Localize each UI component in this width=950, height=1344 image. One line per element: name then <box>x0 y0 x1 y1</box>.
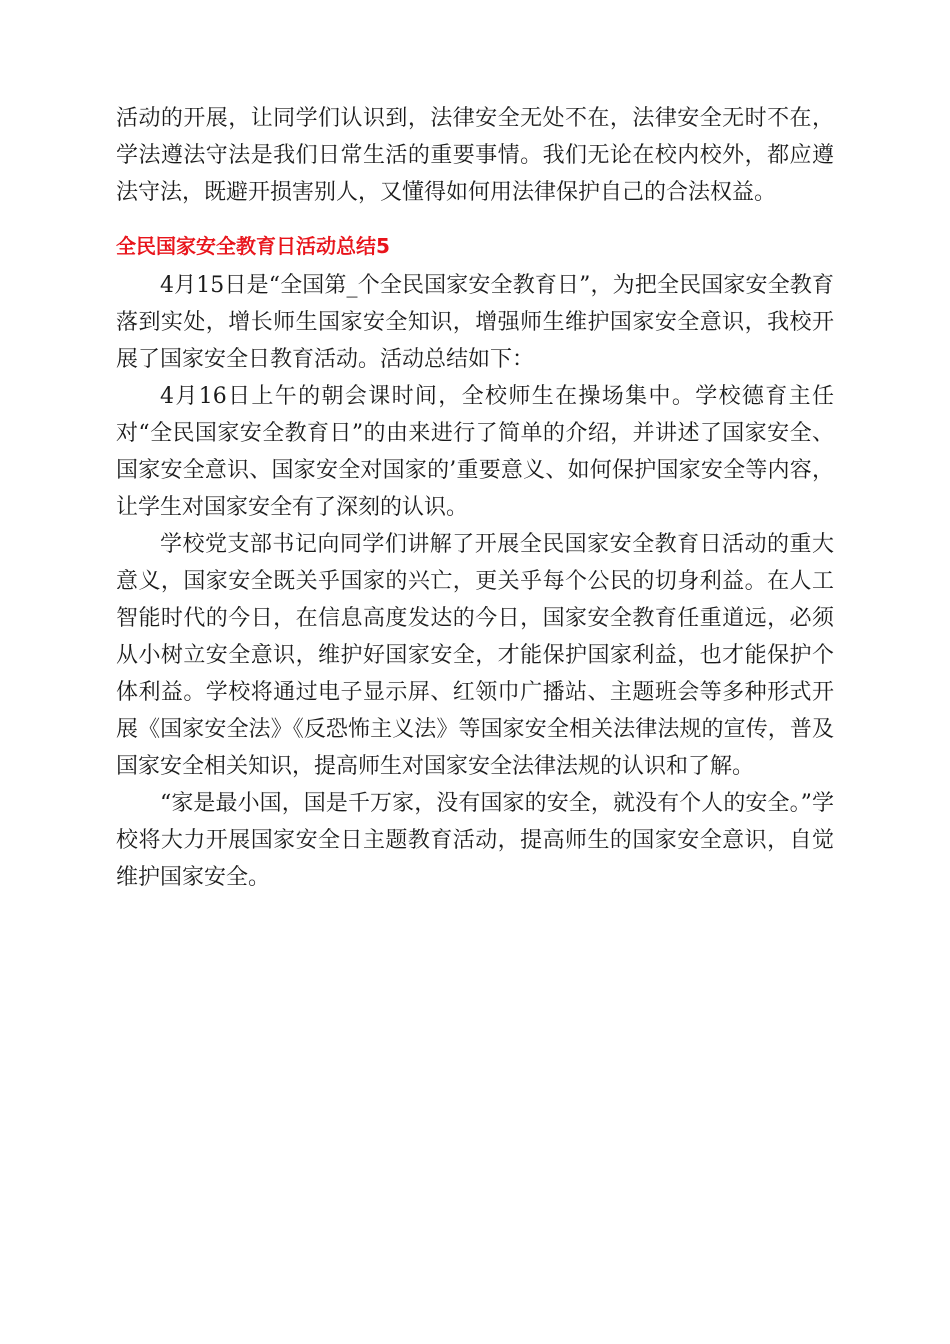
document-body <box>116 100 834 896</box>
paragraph-1: 4月15日是“全国第_个全民国家安全教育日”，为把全民国家安全教育落到实处，增长师生国家安全知识，增强师生维护国家安全意识，我校开展了国家安全日教育活动。活动总结如下： <box>116 273 834 372</box>
paragraph-2: 4月16日上午的朝会课时间，全校师生在操场集中。学校德育主任对“全民国家安全教育日”的由来进行了简单的介绍，并讲述了国家安全、国家安全意识、国家安全对国家的’重要意义、如何保护国家安全等内容，让学生对国家安全有了深刻的认识。 <box>116 384 834 520</box>
paragraph-3: 学校党支部书记向同学们讲解了开展全民国家安全教育日活动的重大意义，国家安全既关乎国家的兴亡，更关乎每个公民的切身利益。在人工智能时代的今日，在信息高度发达的今日，国家安全教育任重道远，必须从小树立安全意识，维护好国家安全，才能保护国家利益，也才能保护个体利益。学校将通过电子显示屏、红领巾广播站、主题班会等多种形式开展《国家安全法》《反恐怖主义法》等国家安全相关法律法规的宣传，普及国家安全相关知识，提高师生对国家安全法律法规的认识和了解。 <box>116 532 834 779</box>
paragraph-4: “家是最小国，国是千万家，没有国家的安全，就没有个人的安全。”学校将大力开展国家安全日主题教育活动，提高师生的国家安全意识，自觉维护国家安全。 <box>116 791 834 890</box>
section-heading: 全民国家安全教育日活动总结5 <box>116 234 390 258</box>
continuation-paragraph: 活动的开展，让同学们认识到，法律安全无处不在，法律安全无时不在，学法遵法守法是我们日常生活的重要事情。我们无论在校内校外，都应遵法守法，既避开损害别人，又懂得如何用法律保护自己的合法权益。 <box>116 106 834 205</box>
